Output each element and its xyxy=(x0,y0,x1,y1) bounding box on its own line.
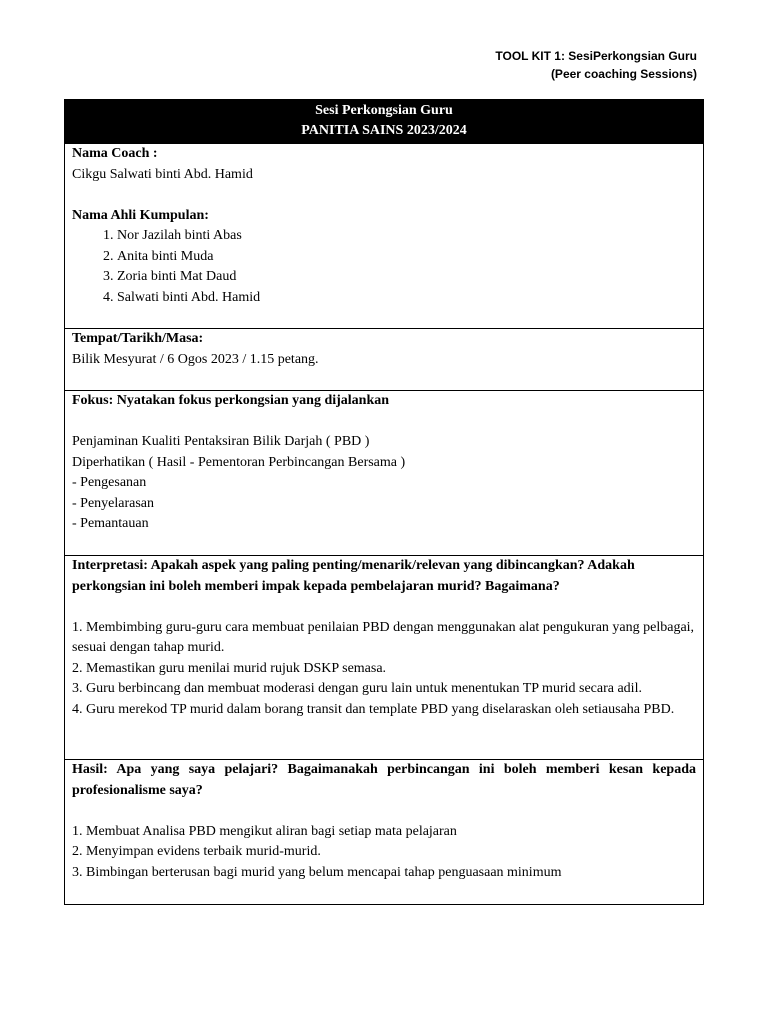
list-item: 3. Zoria binti Mat Daud xyxy=(117,267,696,288)
interpretation-point: 1. Membimbing guru-guru cara membuat penilaian PBD dengan menggunakan alat pengukuran yang pelbagai, sesuai dengan tahap murid. xyxy=(72,619,695,655)
focus-line: - Pemantauan xyxy=(72,516,149,531)
venue-label: Tempat/Tarikh/Masa: xyxy=(72,331,204,346)
interpretation-label: Interpretasi: Apakah aspek yang paling penting/menarik/relevan yang dibincangkan? Adakah perkongsian ini boleh memberi impak kepada pembelajaran murid? Bagaimana? xyxy=(72,558,635,594)
focus-line: Diperhatikan ( Hasil - Pementoran Perbincangan Bersama ) xyxy=(72,454,406,470)
focus-line: - Pengesanan xyxy=(72,475,147,490)
toolkit-subtitle: (Peer coaching Sessions) xyxy=(550,67,697,81)
outcome-section xyxy=(65,759,703,904)
focus-line: - Penyelarasan xyxy=(72,495,155,511)
interpretation-point: 2. Memastikan guru menilai murid rujuk DSKP semasa. xyxy=(72,660,387,676)
form-title: Sesi Perkongsian Guru xyxy=(315,103,453,118)
members-label: Nama Ahli Kumpulan: xyxy=(72,207,209,223)
outcome-point: 1. Membuat Analisa PBD mengikut aliran bagi setiap mata pelajaran xyxy=(72,823,457,839)
venue-section xyxy=(65,328,703,390)
peer-coaching-form xyxy=(64,99,704,905)
interpretation-point: 4. Guru merekod TP murid dalam borang transit dan template PBD yang diselaraskan oleh setiausaha PBD. xyxy=(72,701,675,717)
list-item: 1. Nor Jazilah binti Abas xyxy=(117,226,696,247)
form-subtitle: PANITIA SAINS 2023/2024 xyxy=(301,123,467,138)
focus-section xyxy=(65,390,703,555)
list-item: 4. Salwati binti Abd. Hamid xyxy=(117,288,696,309)
venue-value: Bilik Mesyurat / 6 Ogos 2023 / 1.15 petang. xyxy=(72,351,319,367)
toolkit-heading xyxy=(495,47,697,83)
interpretation-point: 3. Guru berbincang dan membuat moderasi dengan guru lain untuk menentukan TP murid secara adil. xyxy=(72,681,642,696)
toolkit-title: TOOL KIT 1: SesiPerkongsian Guru xyxy=(495,49,697,63)
outcome-point: 3. Bimbingan berterusan bagi murid yang belum mencapai tahap penguasaan minimum xyxy=(72,864,562,880)
coach-name: Cikgu Salwati binti Abd. Hamid xyxy=(72,166,253,182)
form-header xyxy=(65,100,703,143)
coach-label: Nama Coach : xyxy=(72,146,158,161)
focus-line: Penjaminan Kualiti Pentaksiran Bilik Darjah ( PBD ) xyxy=(72,434,370,449)
coach-section xyxy=(65,143,703,328)
outcome-point: 2. Menyimpan evidens terbaik murid-murid. xyxy=(72,844,321,859)
interpretation-section xyxy=(65,555,703,759)
focus-label: Fokus: Nyatakan fokus perkongsian yang dijalankan xyxy=(72,393,390,408)
outcome-label: Hasil: Apa yang saya pelajari? Bagaimanakah perbincangan ini boleh memberi kesan kepada profesionalisme saya? xyxy=(72,762,696,798)
members-list xyxy=(72,226,696,308)
list-item: 2. Anita binti Muda xyxy=(117,247,696,268)
